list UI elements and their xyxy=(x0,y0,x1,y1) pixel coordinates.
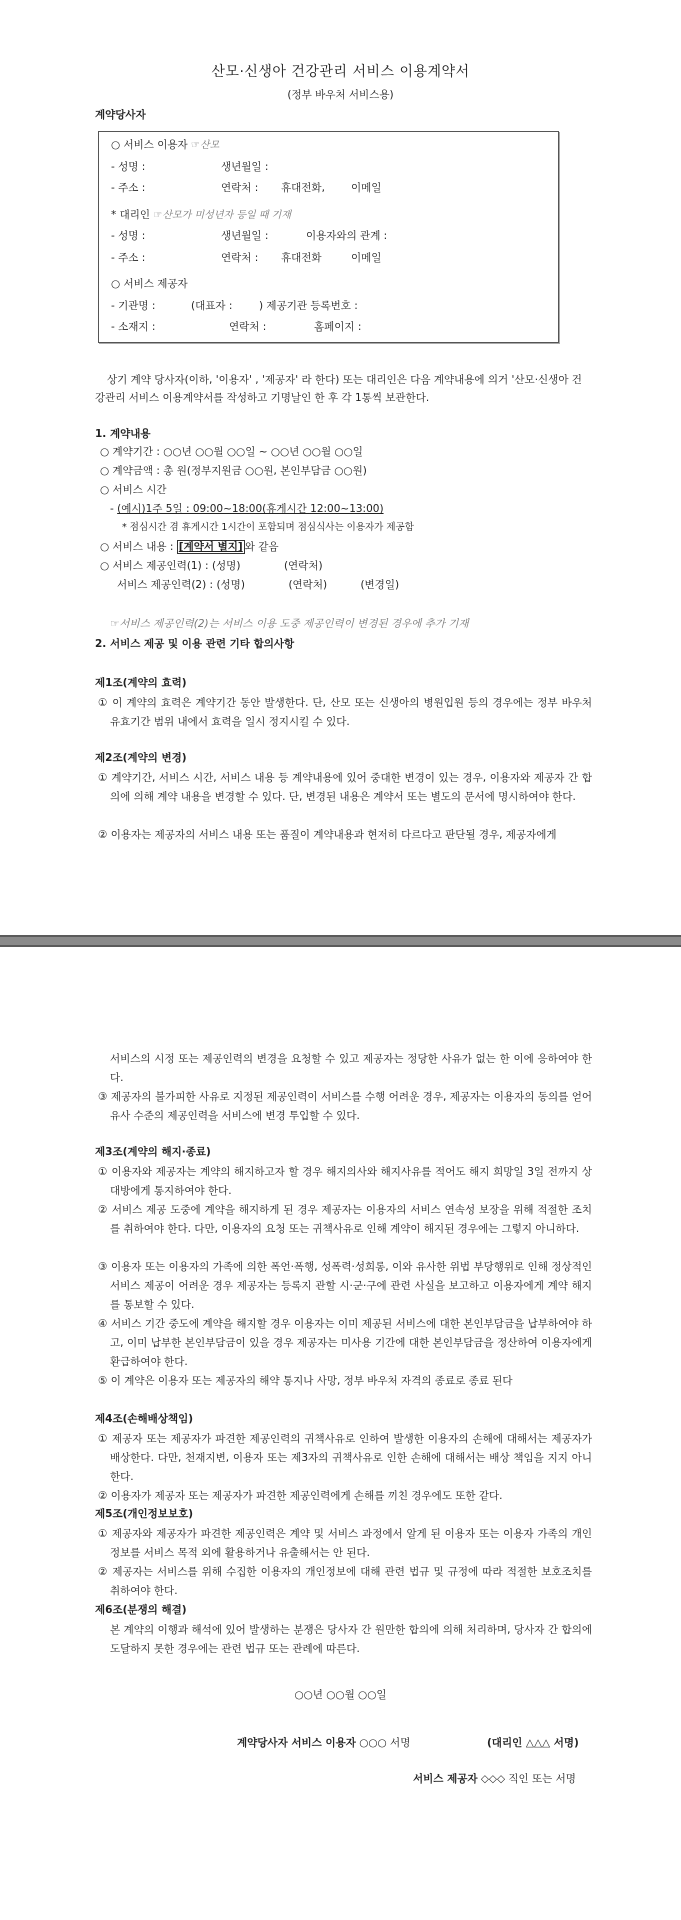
staff2-line xyxy=(117,578,399,593)
provider-signature-line xyxy=(413,1772,576,1787)
provider-org-label: - 기관명 : xyxy=(111,299,156,312)
article2-para1: ① 계약기간, 서비스 시간, 서비스 내용 등 계약내용에 있어 중대한 변경이 있는 경우, 이용자와 제공자 간 합의에 의해 계약 내용을 변경할 수 있다. 단, 변경된 내용은 계약서 또는 별도의 문서에 명시하여야 한다. xyxy=(98,772,592,804)
user-contact-label: 연락처 : xyxy=(221,182,259,194)
agent-relation-label: 이용자와의 관계 : xyxy=(306,230,388,242)
document-page-2 xyxy=(0,947,681,1920)
agent-header-note: ☞산모가 미성년자 등일 때 기재 xyxy=(153,209,291,221)
service-time-label: ○ 서비스 시간 xyxy=(100,484,167,496)
service-time-example: (예시)1주 5일 : 09:00~18:00(휴게시간 12:00~13:00) xyxy=(117,503,384,515)
article3-para5: ⑤ 이 계약은 이용자 또는 제공자의 해약 통지나 사망, 정부 바우처 자격의 종료로 종료 된다 xyxy=(98,1375,513,1387)
staff1-prefix: ○ 서비스 제공인력(1) : xyxy=(100,560,212,572)
article5-para2: ② 제공자는 서비스를 위해 수집한 이용자의 개인정보에 대해 관련 법규 및 규정에 따라 적절한 보호조치를 취하여야 한다. xyxy=(98,1566,592,1598)
provider-regno-label: ) 제공기관 등록번호 : xyxy=(259,299,358,312)
article2-para2-cont: 서비스의 시정 또는 제공인력의 변경을 요청할 수 있고 제공자는 정당한 사유가 없는 한 이에 응하여야 한다. xyxy=(110,1053,592,1085)
service-content-box: [계약서 별지] xyxy=(178,541,243,553)
user-header-line xyxy=(111,138,548,160)
contract-period: ○ 계약기간 : ○○년 ○○월 ○○일 ~ ○○년 ○○월 ○○일 xyxy=(100,446,363,458)
contract-amount: ○ 계약금액 : 총 원(정부지원금 ○○원, 본인부담금 ○○원) xyxy=(100,465,367,477)
provider-header: ○ 서비스 제공자 xyxy=(111,278,188,290)
document-title: 산모·신생아 건강관리 서비스 이용계약서 xyxy=(211,64,470,80)
staff2-change-date: (변경일) xyxy=(360,579,400,591)
agent-addr-label: - 주소 : xyxy=(111,251,146,264)
article4-para1: ① 제공자 또는 제공자가 파견한 제공인력의 귀책사유로 인하여 발생한 이용자의 손해에 대해서는 제공자가 배상한다. 다만, 천재지변, 이용자 또는 제3자의 귀책사유로 인한 손해에 대해서는 배상 책임을 지지 아니한다. xyxy=(98,1433,592,1484)
article3-para4: ④ 서비스 기간 중도에 계약을 해지할 경우 이용자는 이미 제공된 서비스에 대한 본인부담금을 납부하여야 하고, 이미 납부한 본인부담금이 있을 경우 제공자는 미사용 기간에 대한 본인부담금을 정산하여 이용자에게 환급하여야 한다. xyxy=(98,1318,592,1369)
user-signature-label: 계약당사자 서비스 이용자 xyxy=(237,1737,356,1749)
user-name-label: - 성명 : xyxy=(111,160,146,173)
agent-email-label: 이메일 xyxy=(351,251,382,264)
staff2-contact: (연락처) xyxy=(288,579,328,591)
agent-birth-label: 생년월일 : xyxy=(221,230,269,242)
provider-loc-label: - 소재지 : xyxy=(111,321,156,333)
user-birth-label: 생년월일 : xyxy=(221,160,269,173)
article3-para2: ② 서비스 제공 도중에 계약을 해지하게 된 경우 제공자는 이용자의 서비스 연속성 보장을 위해 적절한 조치를 취하여야 한다. 다만, 이용자의 요청 또는 귀책사유로 인해 계약이 해지된 경우에는 그렇지 아니하다. xyxy=(98,1204,592,1236)
section2-heading: 2. 서비스 제공 및 이용 관련 기타 합의사항 xyxy=(95,638,295,650)
service-time-prefix: - xyxy=(110,503,118,515)
provider-org-line xyxy=(111,299,548,321)
provider-rep-label: (대표자 : xyxy=(191,299,233,312)
staff-note: ☞서비스 제공인력(2)는 서비스 이용 도중 제공인력이 변경된 경우에 추가 기재 xyxy=(110,618,469,630)
article4-title: 제4조(손해배상책임) xyxy=(95,1413,194,1425)
user-addr-label: - 주소 : xyxy=(111,182,146,194)
parties-box xyxy=(98,131,559,343)
provider-signature-label: 서비스 제공자 xyxy=(413,1773,478,1785)
article2-para3: ③ 제공자의 불가피한 사유로 지정된 제공인력이 서비스를 수행 어려운 경우, 제공자는 이용자의 동의를 얻어 유사 수준의 제공인력을 서비스에 변경 투입할 수 있다. xyxy=(98,1091,592,1123)
article3-para3: ③ 이용자 또는 이용자의 가족에 의한 폭언·폭행, 성폭력·성희롱, 이와 유사한 위법 부당행위로 인해 정상적인 서비스 제공이 어려운 경우 제공자는 등록지 관할 시·군·구에 관련 사실을 보고하고 이용자에게 계약 해지를 통보할 수 있다. xyxy=(98,1261,592,1312)
staff1-name: (성명) xyxy=(211,560,241,572)
staff1-line xyxy=(100,559,323,574)
contract-date: ○○년 ○○월 ○○일 xyxy=(294,1689,387,1701)
article2-title: 제2조(계약의 변경) xyxy=(95,752,187,764)
provider-loc-line xyxy=(111,320,548,342)
staff2-prefix: 서비스 제공인력(2) : xyxy=(117,579,217,591)
user-signature-name: ○○○ 서명 xyxy=(355,1737,411,1749)
agent-name-label: - 성명 : xyxy=(111,230,146,242)
article2-para2-start: ② 이용자는 제공자의 서비스 내용 또는 품질이 계약내용과 현저히 다르다고 판단될 경우, 제공자에게 xyxy=(98,829,557,841)
user-name-line xyxy=(111,160,548,182)
user-addr-line xyxy=(111,181,548,203)
agent-name-line xyxy=(111,229,548,251)
service-time-note: * 점심시간 겸 휴게시간 1시간이 포함되며 점심식사는 이용자가 제공함 xyxy=(122,522,414,533)
user-mobile-label: 휴대전화, xyxy=(281,182,325,194)
article4-para2: ② 이용자가 제공자 또는 제공자가 파견한 제공인력에게 손해를 끼친 경우에도 또한 같다. xyxy=(98,1490,503,1502)
article5-para1: ① 제공자와 제공자가 파견한 제공인력은 계약 및 서비스 과정에서 알게 된 이용자 또는 이용자 가족의 개인정보를 서비스 목적 외에 활용하거나 유출해서는 안 된다. xyxy=(98,1528,592,1560)
agent-header-line xyxy=(111,208,548,230)
agent-contact-label: 연락처 : xyxy=(221,251,259,264)
staff1-contact: (연락처) xyxy=(283,560,323,572)
agent-mobile-label: 휴대전화 xyxy=(281,251,322,264)
article1-title: 제1조(계약의 효력) xyxy=(95,677,187,689)
service-content-suffix: 와 같음 xyxy=(244,541,279,553)
agent-addr-line xyxy=(111,251,548,273)
parties-label: 계약당사자 xyxy=(95,109,146,121)
staff2-name: (성명) xyxy=(216,579,245,591)
intro-paragraph: 상기 계약 당사자(이하, '이용자' , '제공자' 라 한다) 또는 대리인은 다음 계약내용에 의거 '산모·신생아 건강관리 서비스 이용계약서를 작성하고 기명날인 한 후 각 1통씩 보관한다. xyxy=(95,374,582,405)
article6-para1: 본 계약의 이행과 해석에 있어 발생하는 분쟁은 당사자 간 원만한 합의에 의해 처리하며, 당사자 간 합의에 도달하지 못한 경우에는 관련 법규 또는 관례에 따른다. xyxy=(110,1624,592,1656)
user-signature-line xyxy=(237,1736,410,1751)
agent-signature: (대리인 △△△ 서명) xyxy=(487,1737,579,1749)
article3-para1: ① 이용자와 제공자는 계약의 해지하고자 할 경우 해지의사와 해지사유를 적어도 해지 희망일 3일 전까지 상대방에게 통지하여야 한다. xyxy=(98,1166,592,1198)
agent-header: * 대리인 xyxy=(111,208,151,221)
section1-heading: 1. 계약내용 xyxy=(95,428,151,440)
document-page-1 xyxy=(0,0,681,935)
provider-home-label: 홈페이지 : xyxy=(314,321,362,333)
article6-title: 제6조(분쟁의 해결) xyxy=(95,1604,187,1616)
provider-signature-name: ◇◇◇ 직인 또는 서명 xyxy=(477,1773,576,1785)
user-header-note: ☞산모 xyxy=(191,140,220,151)
page-break xyxy=(0,935,681,947)
service-time-example-line xyxy=(110,502,384,517)
article1-para1: ① 이 계약의 효력은 계약기간 동안 발생한다. 단, 산모 또는 신생아의 병원입원 등의 경우에는 정부 바우처 유효기간 범위 내에서 효력을 일시 정지시킬 수 있다. xyxy=(98,697,592,729)
article3-title: 제3조(계약의 해지·종료) xyxy=(95,1146,211,1158)
user-header: ○ 서비스 이용자 xyxy=(111,139,188,151)
article5-title: 제5조(개인정보보호) xyxy=(95,1508,194,1520)
provider-contact-label: 연락처 : xyxy=(229,321,267,333)
document-subtitle: (정부 바우처 서비스용) xyxy=(287,89,394,101)
service-content-prefix: ○ 서비스 내용 : xyxy=(100,541,177,553)
provider-header-line xyxy=(111,277,548,299)
user-email-label: 이메일 xyxy=(351,182,382,194)
service-content-line xyxy=(100,540,279,555)
